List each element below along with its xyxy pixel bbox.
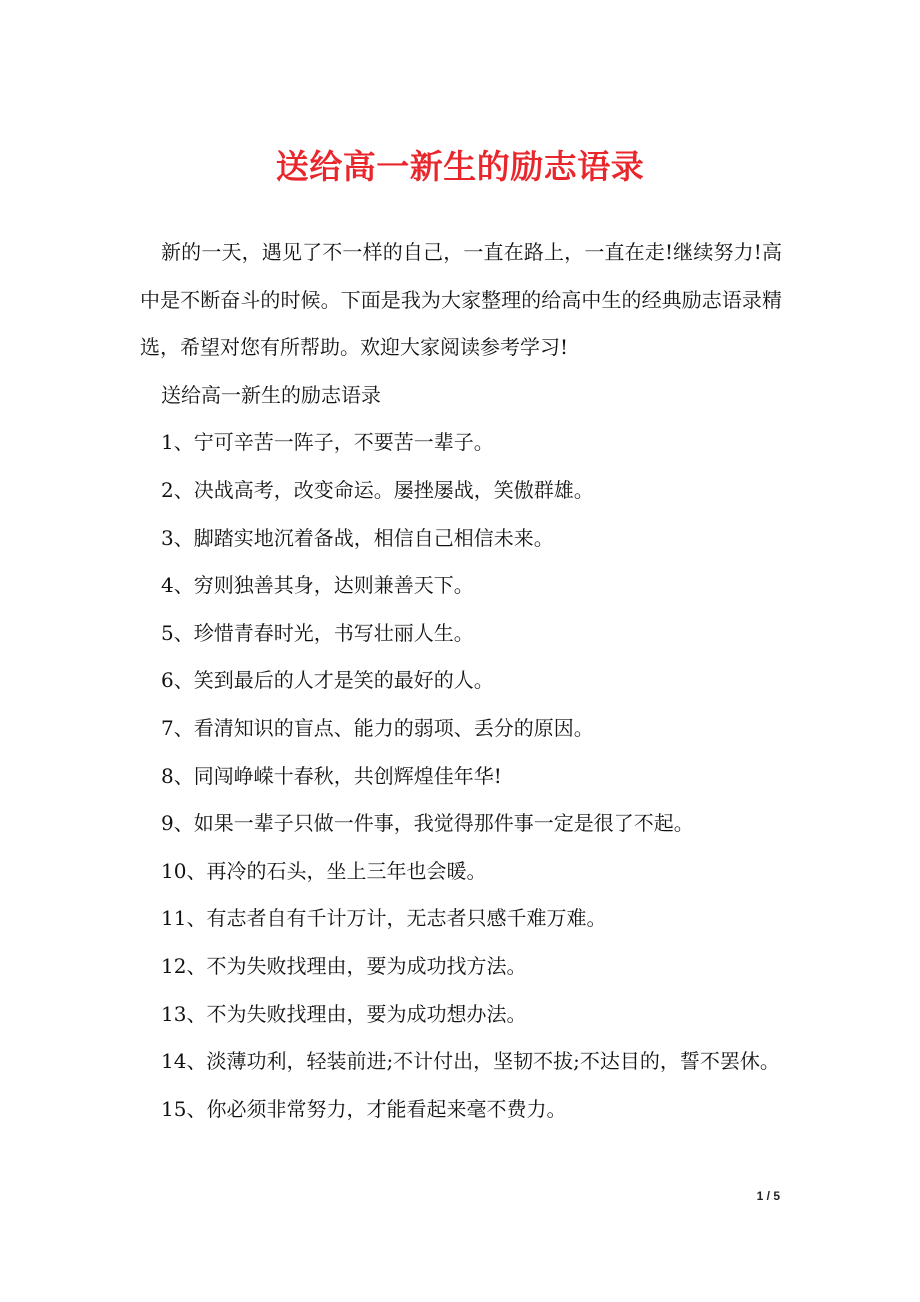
quote-item: 4、穷则独善其身，达则兼善天下。 xyxy=(161,573,474,598)
quote-item: 3、脚踏实地沉着备战，相信自己相信未来。 xyxy=(161,525,554,550)
quote-item: 9、如果一辈子只做一件事，我觉得那件事一定是很了不起。 xyxy=(161,811,694,836)
section-heading: 送给高一新生的励志语录 xyxy=(161,382,381,407)
quote-item: 12、不为失败找理由，要为成功找方法。 xyxy=(161,953,527,978)
quote-item: 2、决战高考，改变命运。屡挫屡战，笑傲群雄。 xyxy=(161,477,594,502)
quote-item: 14、淡薄功利，轻装前进;不计付出，坚韧不拔;不达目的，誓不罢休。 xyxy=(161,1049,780,1074)
quote-item: 13、不为失败找理由，要为成功想办法。 xyxy=(161,1001,527,1026)
quote-item: 5、珍惜青春时光，书写壮丽人生。 xyxy=(161,620,474,645)
quote-item: 11、有志者自有千计万计，无志者只感千难万难。 xyxy=(161,906,607,931)
document-title: 送给高一新生的励志语录 xyxy=(275,147,645,186)
quote-item: 8、同闯峥嵘十春秋，共创辉煌佳年华! xyxy=(161,763,502,788)
quote-item: 7、看清知识的盲点、能力的弱项、丢分的原因。 xyxy=(161,715,594,740)
document-body xyxy=(140,229,782,1133)
quote-item: 10、再冷的石头，坐上三年也会暖。 xyxy=(161,858,487,883)
page-number: 1 / 5 xyxy=(756,1189,780,1203)
quote-item: 15、你必须非常努力，才能看起来毫不费力。 xyxy=(161,1096,567,1121)
quote-item: 1、宁可辛苦一阵子，不要苦一辈子。 xyxy=(161,430,494,455)
intro-paragraph: 新的一天，遇见了不一样的自己，一直在路上，一直在走!继续努力!高中是不断奋斗的时候。下面是我为大家整理的给高中生的经典励志语录精选，希望对您有所帮助。欢迎大家阅读参考学习! xyxy=(140,240,782,360)
quote-item: 6、笑到最后的人才是笑的最好的人。 xyxy=(161,668,494,693)
